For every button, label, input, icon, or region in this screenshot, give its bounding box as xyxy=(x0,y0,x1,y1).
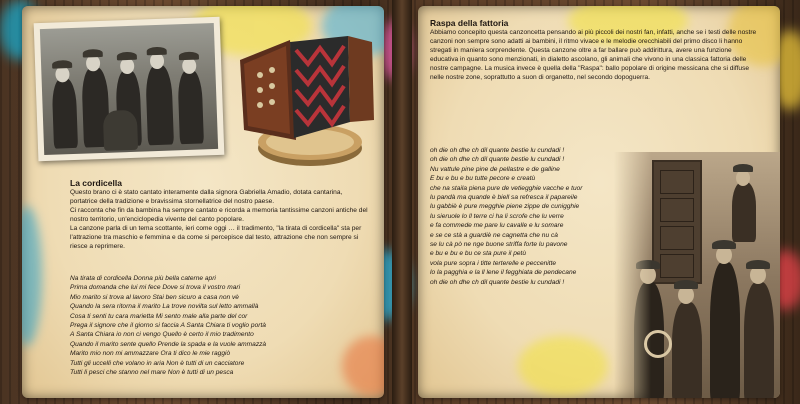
raspa-section xyxy=(430,18,760,82)
lyric-line: e se ce stà a guardiè ne cagnetta che nu cà xyxy=(430,231,558,239)
paint-splash xyxy=(22,206,42,346)
section-title: Raspa della fattoria xyxy=(430,18,509,28)
accordion-and-tambourine-image xyxy=(230,30,380,170)
paint-splash xyxy=(518,336,608,396)
paragraph: Questo brano ci è stato cantato interamente dalla signora Gabriella Amadio, dotata cantarina, portatrice della tradizione e bravissima stornellatrice del nostro paese. xyxy=(70,189,343,205)
band-photo xyxy=(34,17,225,161)
lyric-line: Mio marito si trova al lavoro Stai ben sicuro a casa non vè xyxy=(70,293,239,301)
lyric-line: Cosa ti senti tu cara marietta Mi sento male alla parte del cor xyxy=(70,312,248,320)
lyric-line: vola pure sopra i titte terterelle e peccenitte xyxy=(430,259,557,267)
lyric-line: lu sieruole lo ll terre ci ha li scrofe che lu verre xyxy=(430,212,564,220)
section-body xyxy=(70,188,370,251)
band-sepia-photo xyxy=(614,152,780,398)
lyric-line: A Santa Chiara io non ci vengo Quello è certo il mio tradimento xyxy=(70,331,254,339)
section-title: La cordicella xyxy=(70,178,122,188)
book-spine xyxy=(392,0,412,404)
cordicella-lyrics xyxy=(70,274,370,377)
paragraph: Ci racconta che fin da bambina ha sempre cantato e ricorda a memoria tantissime canzoni antiche del nostro territorio, un'enciclopedia vivente del canto popolare. xyxy=(70,207,368,223)
lyric-line: oh die oh dhe ch dil quante bestie lu cundadi ! xyxy=(430,147,565,154)
lyric-line: e bu e bu e bu ce sta pure il petù xyxy=(430,250,527,258)
lyric-line: oh die oh dhe ch dil quante bestie lu cundadi ! xyxy=(430,156,565,164)
lyric-line: e fa commede me pare lu cavalle e lu somare xyxy=(430,222,564,230)
lyric-line: Marito mio non mi ammazzare Ora ti dico le mie raggiò xyxy=(70,350,231,358)
section-body xyxy=(430,28,760,82)
paragraph: Abbiamo concepito questa canzoncetta pensando ai più piccoli dei nostri fan, infatti, anche se i testi delle nostre canzoni non sempre sono adatti ai bambini, il ritmo vivace e le melodie orecchiabili del primo disco li hanno stregati in maniera sorprendente. Questa canzone oltre a far ballare può addirittura, avere una funzione educativa in quanto sono menzionati, in dialetto ascolano, gli animali che vivono in una classica fattoria delle nostre campagne. La musica invece è quella della "Raspa": ballo popolare di origine messicana che si diffuse nelle nostre zone, soprattutto a suon di organetto, nel secondo dopoguerra. xyxy=(430,29,757,81)
lyric-line: se lu cà pò ne nge buone striffa forte lu pavone xyxy=(430,241,568,249)
lyric-line: Na tirata di cordicella Donna più bella caterne apri xyxy=(70,275,216,282)
cordicella-section xyxy=(70,178,370,251)
lyric-line: Quando il marito sente quello Prende la spada e la vuole ammazzà xyxy=(70,340,267,348)
lyric-line: Prega il signore che il giorno si faccia A Santa Chiara ti voglio portà xyxy=(70,322,266,330)
left-page xyxy=(22,6,384,398)
lyric-line: che na staila piena pure de vetiegghie vacche e tuor xyxy=(430,184,583,192)
lyric-line: lu pandà ma quande è biell sa refresca il papareile xyxy=(430,194,578,202)
right-page xyxy=(418,6,780,398)
lyric-line: oh die oh dhe ch dil quante bestie lu cundadi ! xyxy=(430,278,565,286)
lyric-line: Tutti gli uccelli che volano in aria Non è tutti di un cacciatore xyxy=(70,359,245,367)
lyric-line: Prima domanda che lui mi fece Dove si trova il vostro mari xyxy=(70,284,241,292)
lyric-line: lu gabbiè è pure megghie piene zippe de cunigghie xyxy=(430,203,580,211)
paragraph: La canzone parla di un tema scottante, ieri come oggi … il tradimento, "la tirata di cordicella" sta per l'attrazione tra maschio e femmina e da come si percepisce dal testo, attrazione che non sempre si riesce a reprimere. xyxy=(70,225,362,250)
lyric-line: Tutti li pesci che stanno nel mare Non è tutti di un pesca xyxy=(70,369,234,377)
lyric-line: Quando la sera ritorna il marito La trove novilta sul letto ammallà xyxy=(70,303,259,311)
lyric-line: Nu vattule pine pine de pellastre e de galline xyxy=(430,165,560,173)
lyric-line: lo la pagghia e la ll lene il fegghiata de pendecane xyxy=(430,269,577,277)
lyric-line: E bu e bu e bu tutte pecore e creatù xyxy=(430,175,536,183)
